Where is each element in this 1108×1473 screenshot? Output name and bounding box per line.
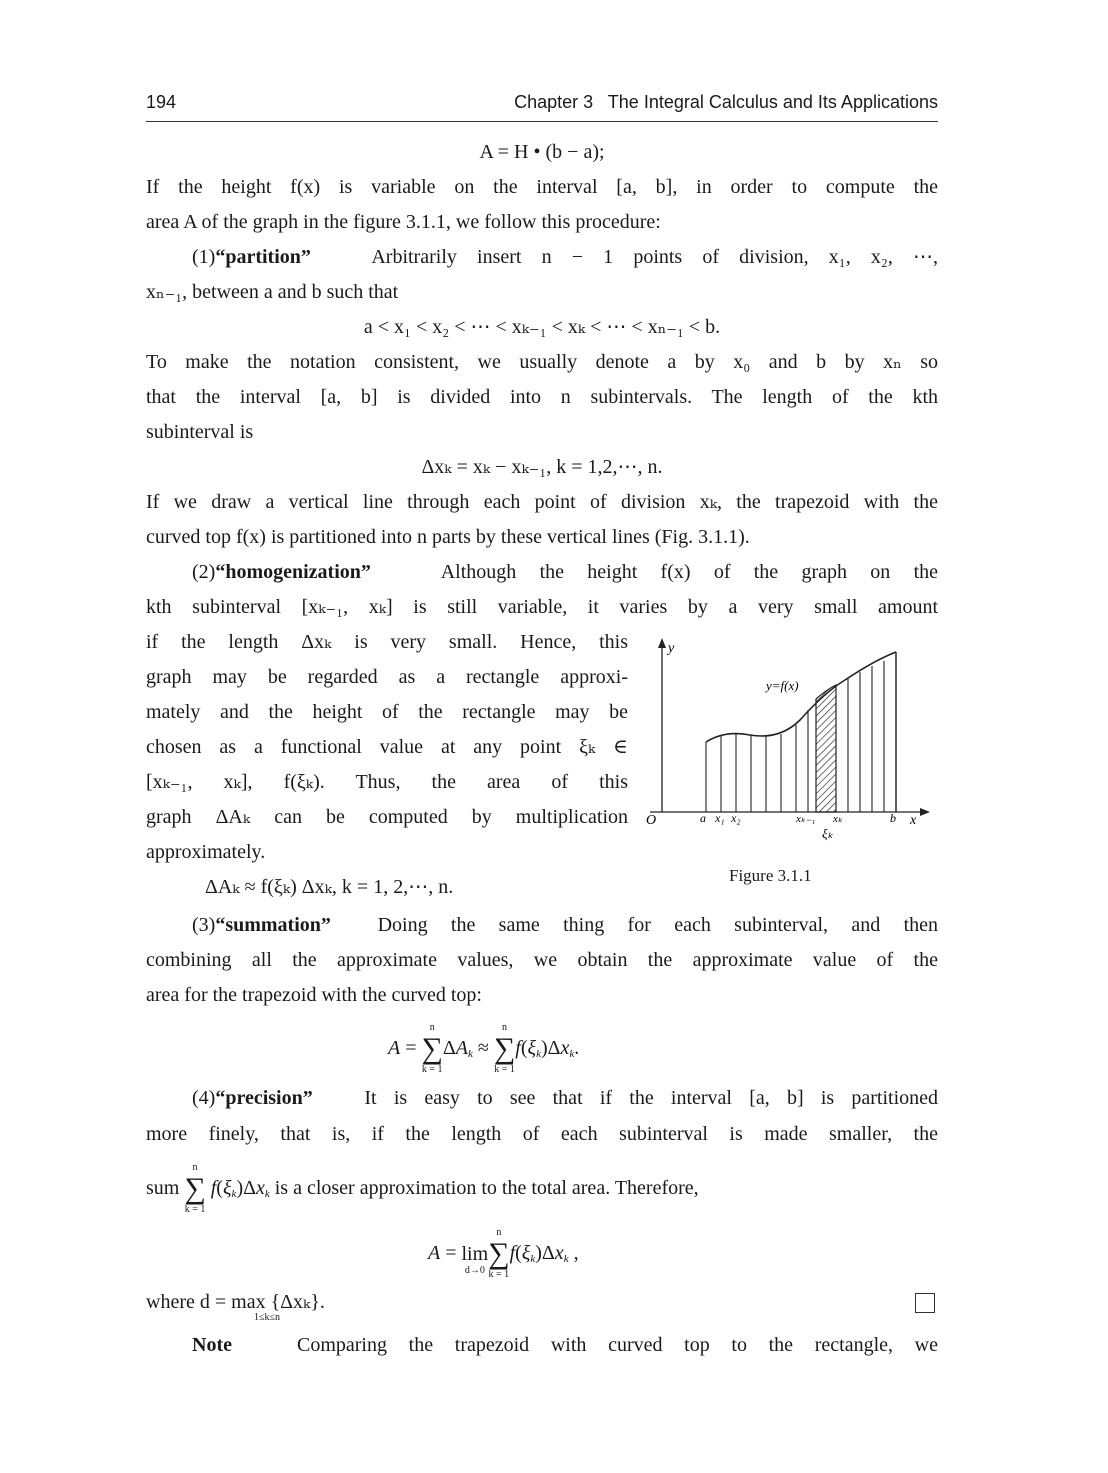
step2-line7: [xₖ₋₁, xₖ], f(ξₖ). Thus, the area of this: [146, 771, 628, 793]
hatched-strip: [816, 685, 836, 812]
step2-text: Although the height f(x) of the graph on the: [440, 561, 938, 583]
step3-term: “summation”: [215, 914, 331, 936]
note-label: Note: [192, 1334, 232, 1356]
note-text: Comparing the trapezoid with curved top to the rectangle, we: [297, 1334, 938, 1356]
sum-symbol-4: n ∑ k = 1: [488, 1227, 510, 1281]
qed-box-icon: [915, 1293, 935, 1313]
step4-line3: sum n ∑ k = 1 $f(\xi_k)\Delta x_k$ is a closer approximation to the total area. Therefore,: [146, 1162, 699, 1216]
max-subscript: 1≤k≤n: [254, 1312, 280, 1323]
where-line: where d = max {Δxₖ}.: [146, 1291, 325, 1313]
tick-b: b: [890, 811, 896, 825]
step4-sum-word: sum: [146, 1177, 180, 1199]
curve-f: [706, 652, 896, 742]
step1-text: Arbitrarily insert n − 1 points of division, x₁, x₂, ⋯,: [371, 246, 939, 268]
para2-line2: that the interval [a, b] is divided into n subintervals. The length of the kth: [146, 386, 938, 408]
step2-line6: chosen as a functional value at any point ξₖ ∈: [146, 736, 628, 758]
step3-text: Doing the same thing for each subinterval, and then: [377, 914, 938, 936]
step2-term: “homogenization”: [215, 561, 371, 583]
step1-line2: xₙ₋₁, between a and b such that: [146, 281, 399, 303]
step2-line5: mately and the height of the rectangle may be: [146, 701, 628, 723]
step4-line1: [192, 1081, 938, 1116]
sum-symbol-2: n ∑ k = 1: [493, 1022, 516, 1076]
step1-number: (1): [192, 246, 216, 268]
equation-summation: A = n ∑ k = 1 $\Delta A_k$ ≈ n ∑ k = 1 $f(\xi_k)\Delta x_k$.: [388, 1022, 580, 1076]
tick-xk-1: xₖ₋₁: [796, 813, 816, 825]
equation-rect-area: A = H • (b − a);: [479, 141, 605, 163]
figure-caption: Figure 3.1.1: [729, 866, 812, 885]
step4-number: (4): [192, 1087, 216, 1109]
header-rule: [146, 121, 938, 122]
step4-term: “precision”: [215, 1087, 313, 1109]
origin-label: O: [646, 813, 657, 828]
page-number: 194: [146, 92, 177, 112]
equation-approx: ΔAₖ ≈ f(ξₖ) Δxₖ, k = 1, 2,⋯, n.: [205, 876, 454, 898]
running-title: Chapter 3 The Integral Calculus and Its Applications: [514, 92, 938, 112]
step1-term: “partition”: [215, 246, 311, 268]
step2-line1: [192, 555, 938, 590]
step2-line9: approximately.: [146, 841, 266, 863]
tick-xi: ξₖ: [822, 826, 834, 841]
x-axis-arrow-icon: [920, 808, 930, 816]
para1-line2: area A of the graph in the figure 3.1.1, we follow this procedure:: [146, 211, 661, 233]
para1-line1: If the height f(x) is variable on the interval [a, b], in order to compute the: [146, 176, 938, 198]
tick-x1: x₁: [715, 811, 725, 825]
step2-number: (2): [192, 561, 216, 583]
step4-text: It is easy to see that if the interval [a, b] is partitioned: [364, 1087, 939, 1109]
tick-x2: x₂: [731, 811, 741, 825]
lim-operator: lim d→0: [461, 1243, 489, 1277]
sum-symbol-1: n ∑ k = 1: [421, 1022, 443, 1076]
para3-line1: If we draw a vertical line through each point of division xₖ, the trapezoid with the: [146, 491, 938, 513]
para3-line2: curved top f(x) is partitioned into n parts by these vertical lines (Fig. 3.1.1).: [146, 526, 750, 548]
curve-label: y=f(x): [766, 678, 799, 693]
equation-limit: A = lim d→0 n ∑ k = 1 $f(\xi_k)\Delta x_k$ ,: [428, 1227, 579, 1281]
y-label: y: [668, 641, 675, 656]
note-line: [192, 1328, 938, 1363]
step4-line2: more finely, that is, if the length of each subinterval is made smaller, the: [146, 1123, 938, 1145]
step4-sum-text: is a closer approximation to the total area. Therefore,: [274, 1177, 699, 1199]
step3-number: (3): [192, 914, 216, 936]
step3-line1: [192, 908, 938, 943]
x-label: x: [910, 813, 917, 828]
equation-partition: a < x₁ < x₂ < ⋯ < xₖ₋₁ < xₖ < ⋯ < xₙ₋₁ < b.: [363, 316, 721, 338]
para2-line3: subinterval is: [146, 421, 254, 443]
step3-line3: area for the trapezoid with the curved top:: [146, 984, 482, 1006]
figure-3-1-1: [640, 630, 940, 860]
tick-xk: xₖ: [833, 813, 843, 825]
tick-a: a: [700, 811, 706, 825]
step2-line8: graph ΔAₖ can be computed by multiplication: [146, 806, 628, 828]
step3-line2: combining all the approximate values, we obtain the approximate value of the: [146, 949, 938, 971]
equation-delta: Δxₖ = xₖ − xₖ₋₁, k = 1,2,⋯, n.: [421, 456, 663, 478]
step2-line3: if the length Δxₖ is very small. Hence, this: [146, 631, 628, 653]
step2-line2: kth subinterval [xₖ₋₁, xₖ] is still variable, it varies by a very small amount: [146, 596, 938, 618]
y-axis-arrow-icon: [658, 638, 666, 648]
para2-line1: To make the notation consistent, we usually denote a by x₀ and b by xₙ so: [146, 351, 938, 373]
sum-symbol-3: n ∑ k = 1: [184, 1162, 206, 1216]
step2-line4: graph may be regarded as a rectangle approxi-: [146, 666, 628, 688]
step1-line1: [192, 240, 938, 275]
